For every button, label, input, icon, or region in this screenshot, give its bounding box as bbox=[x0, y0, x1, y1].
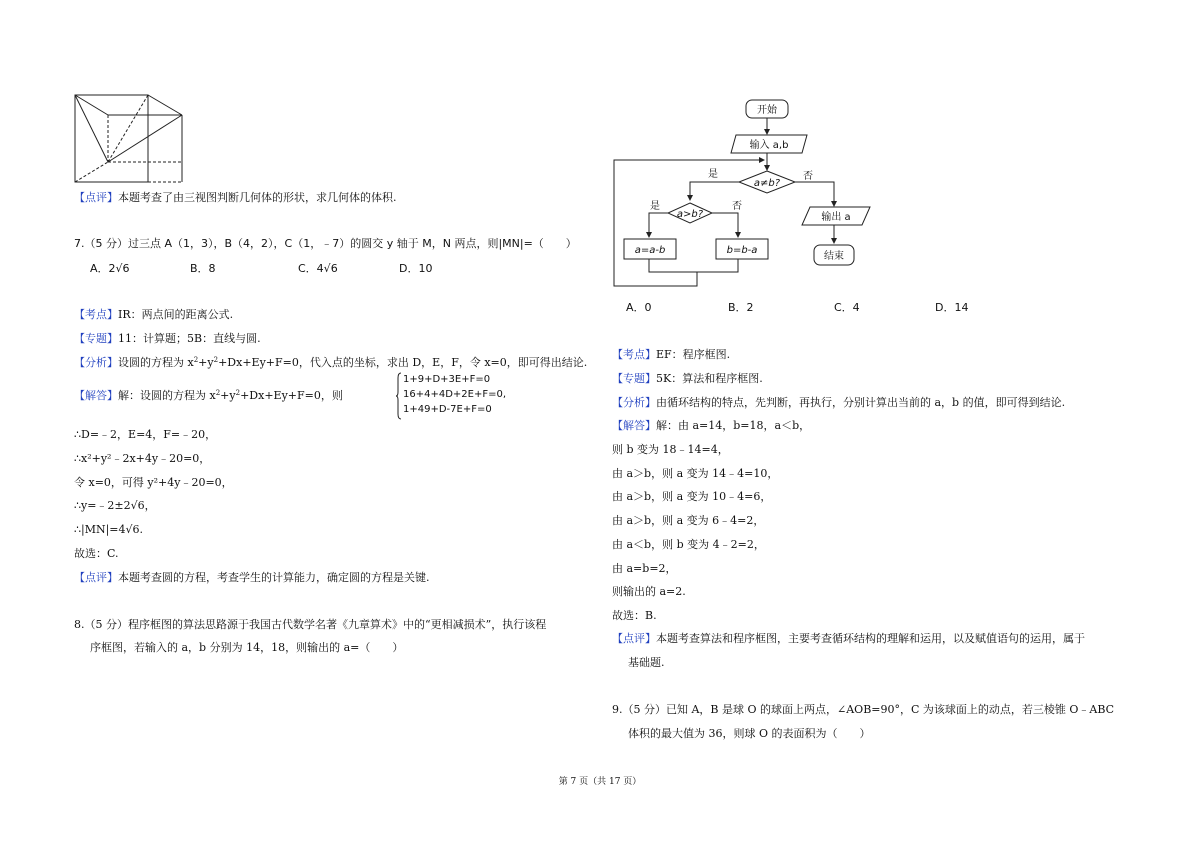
fenxi-tag: 【分析】 bbox=[74, 356, 118, 369]
zhuanti-tag: 【专题】 bbox=[612, 372, 656, 385]
kaodian-text: EF：程序框图. bbox=[656, 348, 731, 361]
q8-step-6: 由 a=b=2， bbox=[612, 562, 677, 575]
flowchart bbox=[612, 96, 882, 291]
q8-step-5: 由 a＜b，则 b 变为 4﹣2=2， bbox=[612, 538, 765, 551]
q8-options bbox=[626, 300, 968, 316]
comment-tag: 【点评】 bbox=[74, 191, 118, 204]
fenxi-text: 由循环结构的特点，先判断，再执行，分别计算出当前的 a，b 的值，即可得到结论. bbox=[656, 396, 1066, 409]
q7-option-a: A．2√6 bbox=[90, 262, 130, 275]
jieda-tag: 【解答】 bbox=[74, 389, 118, 402]
q8-step-3: 由 a＞b，则 a 变为 10﹣4=6， bbox=[612, 490, 772, 503]
equation-2: 16+4+4D+2E+F=0, bbox=[403, 389, 507, 400]
q7-option-b: B．8 bbox=[190, 262, 216, 275]
q8-step-4: 由 a＞b，则 a 变为 6﹣4=2， bbox=[612, 514, 765, 527]
fenxi-pre: 设圆的方程为 x bbox=[118, 356, 194, 369]
cond2-label: a>b? bbox=[676, 209, 704, 220]
q7-stem: 7.（5 分）过三点 A（1，3），B（4，2），C（1，﹣7）的圆交 y 轴于 M，N 两点，则|MN|=（ ） bbox=[74, 237, 577, 250]
q7-step-5: ∴|MN|=4√6. bbox=[74, 523, 144, 536]
fenxi-tag: 【分析】 bbox=[612, 396, 656, 409]
q8-step-1: 则 b 变为 18﹣14=4， bbox=[612, 443, 729, 456]
q7-jieda: 【解答】解：设圆的方程为 $x^2+y^2+Dx+Ey+F=0$，则 bbox=[74, 389, 343, 402]
no-label: 否 bbox=[803, 171, 813, 182]
q8-comment bbox=[612, 631, 1085, 647]
kaodian-text: IR：两点间的距离公式. bbox=[118, 308, 234, 321]
jieda-post: +Dx+Ey+F=0，则 bbox=[240, 389, 343, 402]
q7-step-6: 故选：C. bbox=[74, 547, 119, 560]
fenxi-post: +Dx+Ey+F=0，代入点的坐标，求出 D，E，F，令 x=0，即可得出结论. bbox=[218, 356, 588, 369]
cube-figure bbox=[74, 92, 194, 187]
assign1-label: a=a-b bbox=[634, 245, 666, 256]
q8-jieda bbox=[612, 418, 810, 434]
jieda-text: 解：由 a=14，b=18，a＜b， bbox=[656, 419, 811, 432]
comment-text: 本题考查了由三视图判断几何体的形状，求几何体的体积. bbox=[118, 191, 397, 204]
jieda-pre: 解：设圆的方程为 x bbox=[118, 389, 216, 402]
page-footer: 第 7 页（共 17 页） bbox=[558, 777, 642, 787]
q9-stem-line-1: 9.（5 分）已知 A，B 是球 O 的球面上两点，∠AOB=90°，C 为该球面上的动点，若三棱锥 O﹣ABC bbox=[612, 703, 1115, 716]
q7-option-d: D．10 bbox=[399, 262, 433, 275]
comment-tag: 【点评】 bbox=[74, 571, 118, 584]
q7-step-4: ∴y=﹣2±2√6， bbox=[74, 499, 156, 512]
comment-text-1: 本题考查算法和程序框图，主要考查循环结构的理解和运用，以及赋值语句的运用，属于 bbox=[656, 632, 1085, 645]
end-label: 结束 bbox=[824, 251, 844, 262]
comment-text: 本题考查圆的方程，考查学生的计算能力，确定圆的方程是关键. bbox=[118, 571, 430, 584]
equation-system bbox=[403, 372, 506, 417]
q8-step-8: 故选：B. bbox=[612, 609, 657, 622]
jieda-tag: 【解答】 bbox=[612, 419, 656, 432]
q7-step-2: ∴x²+y²﹣2x+4y﹣20=0， bbox=[74, 452, 211, 465]
q7-step-3: 令 x=0，可得 y²+4y﹣20=0， bbox=[74, 476, 233, 489]
no2-label: 否 bbox=[732, 201, 742, 212]
input-label: 输入 a,b bbox=[749, 140, 789, 151]
q8-option-a: A．0 bbox=[626, 301, 652, 314]
kaodian-tag: 【考点】 bbox=[74, 308, 118, 321]
zhuanti-text: 5K：算法和程序框图. bbox=[656, 372, 763, 385]
q8-comment-line-2: 基础题. bbox=[628, 656, 665, 669]
q7-options bbox=[90, 261, 432, 277]
q8-fenxi bbox=[612, 395, 1065, 411]
equation-1: 1+9+D+3E+F=0 bbox=[403, 374, 491, 385]
q8-step-7: 则输出的 a=2. bbox=[612, 585, 686, 598]
yes-label: 是 bbox=[708, 169, 718, 180]
q8-stem-line-1: 8.（5 分）程序框图的算法思路源于我国古代数学名著《九章算术》中的“更相减损术”，执行该程 bbox=[74, 618, 547, 631]
yes2-label: 是 bbox=[650, 201, 660, 212]
q8-option-c: C．4 bbox=[834, 301, 860, 314]
q7-fenxi: 【分析】设圆的方程为 $x^2+y^2+Dx+Ey+F=0$，代入点的坐标，求出 D，E，F，令 x=0，即可得出结论. bbox=[74, 356, 588, 369]
q7-zhuanti bbox=[74, 331, 261, 347]
q7-option-c: C．4√6 bbox=[298, 262, 338, 275]
zhuanti-tag: 【专题】 bbox=[74, 332, 118, 345]
assign2-label: b=b-a bbox=[726, 245, 758, 256]
q8-zhuanti bbox=[612, 371, 763, 387]
q8-option-b: B．2 bbox=[728, 301, 754, 314]
comment-tag: 【点评】 bbox=[612, 632, 656, 645]
start-label: 开始 bbox=[757, 105, 777, 116]
q7-step-1: ∴D=﹣2，E=4，F=﹣20， bbox=[74, 428, 217, 441]
q7-kaodian bbox=[74, 307, 233, 323]
equation-3: 1+49+D-7E+F=0 bbox=[403, 404, 492, 415]
kaodian-tag: 【考点】 bbox=[612, 348, 656, 361]
q6-comment bbox=[74, 190, 397, 206]
system-brace bbox=[396, 372, 402, 420]
q9-stem-line-2: 体积的最大值为 36，则球 O 的表面积为（ ） bbox=[628, 727, 871, 740]
cond1-label: a≠b? bbox=[753, 178, 781, 189]
q8-kaodian bbox=[612, 347, 730, 363]
q7-comment bbox=[74, 570, 430, 586]
output-label: 输出 a bbox=[821, 212, 851, 223]
q8-stem-line-2: 序框图，若输入的 a，b 分别为 14，18，则输出的 a=（ ） bbox=[90, 641, 404, 654]
q8-step-2: 由 a＞b，则 a 变为 14﹣4=10， bbox=[612, 467, 779, 480]
q8-option-d: D．14 bbox=[935, 301, 969, 314]
zhuanti-text: 11：计算题；5B：直线与圆. bbox=[118, 332, 261, 345]
